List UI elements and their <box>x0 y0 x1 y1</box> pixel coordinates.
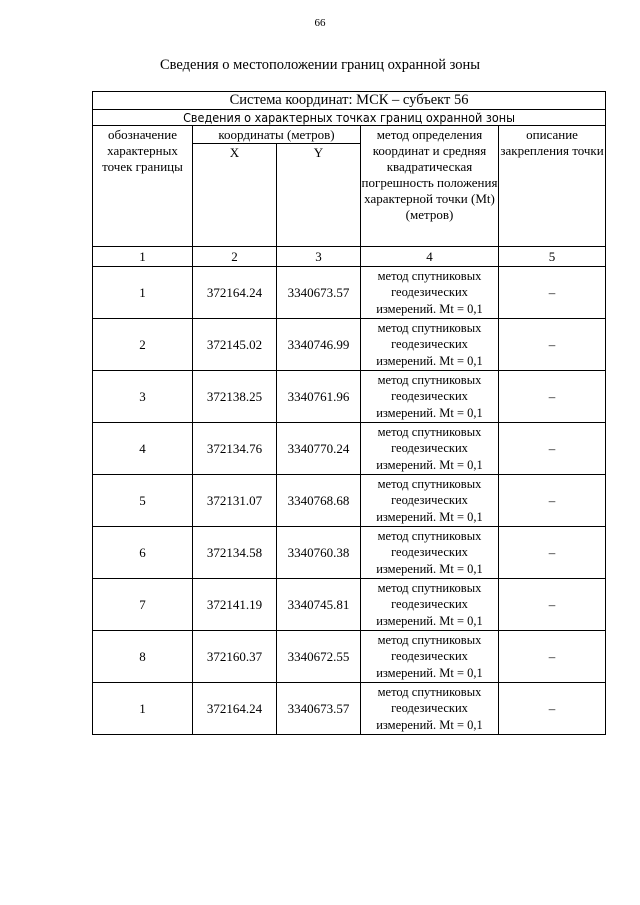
method-line: геодезических <box>391 493 468 508</box>
column-number-row <box>93 247 606 267</box>
x-coordinate-cell: 372134.76 <box>193 423 277 475</box>
table-row <box>93 319 606 371</box>
method-line: измерений. Mt = 0,1 <box>376 561 483 576</box>
coordinate-system-header: Система координат: МСК – субъект 56 <box>93 92 606 110</box>
method-line: геодезических <box>391 389 468 404</box>
method-header: метод определения координат и средняя квадратическая погрешность положения характерной точки (Mt) (метров) <box>361 126 499 247</box>
method-line: измерений. Mt = 0,1 <box>376 353 483 368</box>
y-coordinate-cell: 3340760.38 <box>277 527 361 579</box>
section-row <box>93 110 606 126</box>
point-number-cell: 1 <box>93 683 193 735</box>
method-cell <box>361 683 499 735</box>
section-header: Сведения о характерных точках границ охранной зоны <box>93 110 606 126</box>
method-line: метод спутниковых <box>377 424 482 439</box>
table-row <box>93 683 606 735</box>
method-line: измерений. Mt = 0,1 <box>376 613 483 628</box>
table-row <box>93 423 606 475</box>
column-number: 1 <box>93 247 193 267</box>
point-number-cell: 2 <box>93 319 193 371</box>
x-coordinate-cell: 372138.25 <box>193 371 277 423</box>
description-cell: – <box>499 579 606 631</box>
table-row <box>93 579 606 631</box>
method-line: геодезических <box>391 441 468 456</box>
x-coordinate-cell: 372160.37 <box>193 631 277 683</box>
method-line: геодезических <box>391 649 468 664</box>
description-cell: – <box>499 371 606 423</box>
point-number-cell: 3 <box>93 371 193 423</box>
point-number-cell: 4 <box>93 423 193 475</box>
method-line: метод спутниковых <box>377 372 482 387</box>
table-row <box>93 475 606 527</box>
y-coordinate-cell: 3340761.96 <box>277 371 361 423</box>
method-line: метод спутниковых <box>377 528 482 543</box>
x-coordinate-cell: 372145.02 <box>193 319 277 371</box>
column-number: 4 <box>361 247 499 267</box>
method-line: метод спутниковых <box>377 476 482 491</box>
method-line: метод спутниковых <box>377 268 482 283</box>
method-cell <box>361 319 499 371</box>
method-line: измерений. Mt = 0,1 <box>376 717 483 732</box>
column-number: 2 <box>193 247 277 267</box>
method-cell <box>361 475 499 527</box>
table-row <box>93 527 606 579</box>
method-line: геодезических <box>391 597 468 612</box>
header-row <box>93 126 606 144</box>
x-coordinate-cell: 372131.07 <box>193 475 277 527</box>
x-coordinate-cell: 372134.58 <box>193 527 277 579</box>
description-header: описание закрепления точки <box>499 126 606 247</box>
description-cell: – <box>499 423 606 475</box>
y-coordinate-cell: 3340673.57 <box>277 683 361 735</box>
method-line: метод спутниковых <box>377 684 482 699</box>
description-cell: – <box>499 267 606 319</box>
y-coordinate-cell: 3340770.24 <box>277 423 361 475</box>
method-line: измерений. Mt = 0,1 <box>376 457 483 472</box>
y-coordinate-cell: 3340745.81 <box>277 579 361 631</box>
description-cell: – <box>499 683 606 735</box>
method-line: метод спутниковых <box>377 320 482 335</box>
coordinates-header: координаты (метров) <box>193 126 361 144</box>
document-title: Сведения о местоположении границ охранной зоны <box>159 57 480 73</box>
method-line: метод спутниковых <box>377 632 482 647</box>
description-cell: – <box>499 631 606 683</box>
x-coordinate-cell: 372141.19 <box>193 579 277 631</box>
description-cell: – <box>499 475 606 527</box>
method-cell <box>361 527 499 579</box>
method-cell <box>361 267 499 319</box>
method-line: геодезических <box>391 545 468 560</box>
method-cell <box>361 579 499 631</box>
method-line: измерений. Mt = 0,1 <box>376 301 483 316</box>
page-number: 66 <box>314 17 326 29</box>
point-number-cell: 1 <box>93 267 193 319</box>
y-coordinate-cell: 3340746.99 <box>277 319 361 371</box>
table-row <box>93 631 606 683</box>
table-row <box>93 371 606 423</box>
x-coordinate-cell: 372164.24 <box>193 683 277 735</box>
point-number-cell: 5 <box>93 475 193 527</box>
method-cell <box>361 423 499 475</box>
method-line: измерений. Mt = 0,1 <box>376 509 483 524</box>
y-header: Y <box>277 144 361 247</box>
column-number: 5 <box>499 247 606 267</box>
method-line: измерений. Mt = 0,1 <box>376 405 483 420</box>
method-cell <box>361 371 499 423</box>
description-cell: – <box>499 319 606 371</box>
method-line: геодезических <box>391 285 468 300</box>
method-line: измерений. Mt = 0,1 <box>376 665 483 680</box>
y-coordinate-cell: 3340673.57 <box>277 267 361 319</box>
x-coordinate-cell: 372164.24 <box>193 267 277 319</box>
coordinates-table <box>92 91 606 735</box>
point-number-cell: 7 <box>93 579 193 631</box>
method-cell <box>361 631 499 683</box>
method-line: геодезических <box>391 701 468 716</box>
x-header: X <box>193 144 277 247</box>
table-row <box>93 267 606 319</box>
y-coordinate-cell: 3340672.55 <box>277 631 361 683</box>
column-number: 3 <box>277 247 361 267</box>
method-line: метод спутниковых <box>377 580 482 595</box>
point-number-cell: 6 <box>93 527 193 579</box>
y-coordinate-cell: 3340768.68 <box>277 475 361 527</box>
point-number-cell: 8 <box>93 631 193 683</box>
coordinate-system-row <box>93 92 606 110</box>
method-line: геодезических <box>391 337 468 352</box>
description-cell: – <box>499 527 606 579</box>
point-designation-header: обозначение характерных точек границы <box>93 126 193 247</box>
